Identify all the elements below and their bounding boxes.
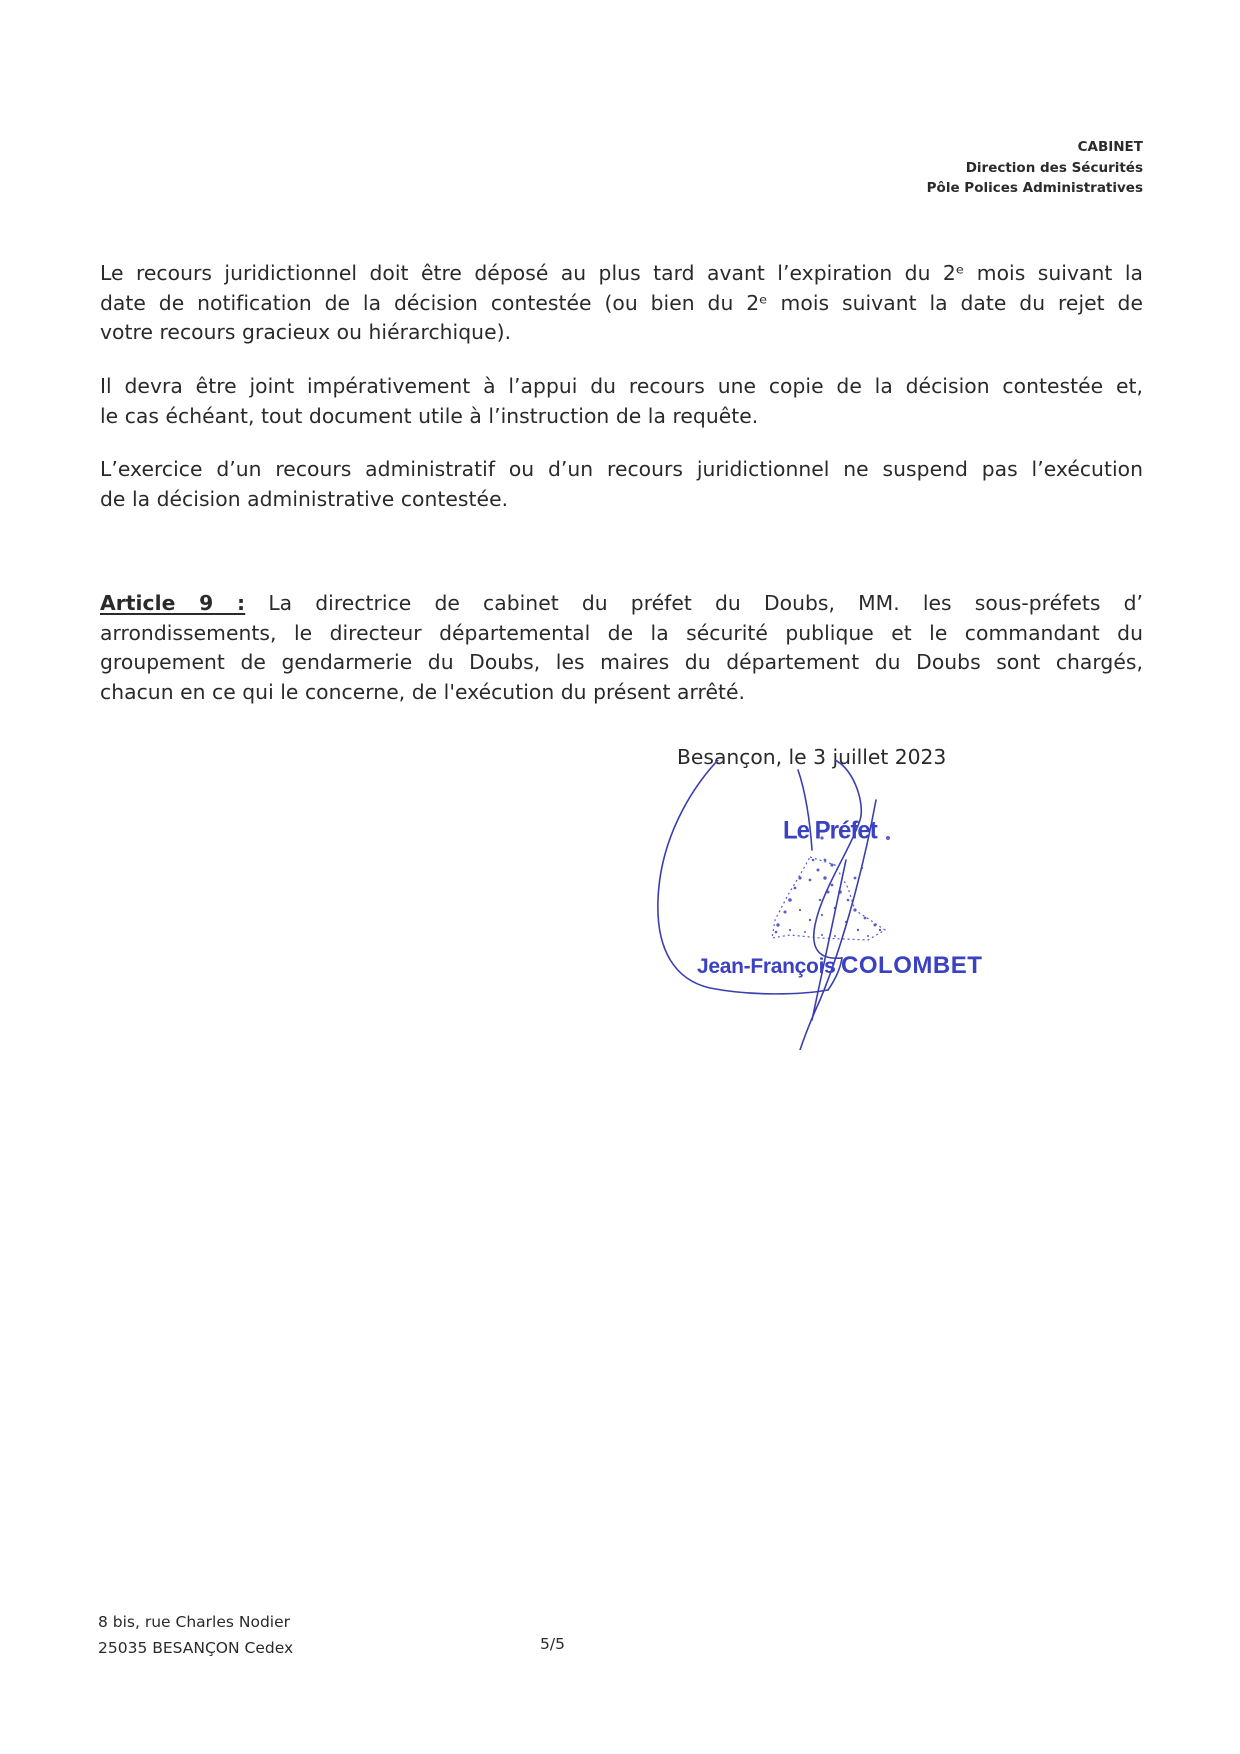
article-first-line-text: La directrice de cabinet du préfet du Doubs, MM. les sous-préfets d’: [245, 591, 1144, 615]
text-line: L’exercice d’un recours administratif ou d’un recours juridictionnel ne suspend pas l’exécution: [100, 457, 1143, 481]
signature-stamp-graphic: [650, 760, 990, 1050]
text-line: date de notification de la décision contestée (ou bien du 2ᵉ mois suivant la date du rejet de: [100, 290, 1143, 315]
paragraph-non-suspensif: [100, 455, 1143, 514]
stamp-emblem-icon: [772, 836, 890, 940]
header-pole: Pôle Polices Administratives: [926, 180, 1143, 196]
article-first-line: [100, 589, 1143, 619]
department-header: [927, 137, 1143, 199]
paragraph-recours-delai: [100, 259, 1143, 348]
signer-first-name: Jean-François: [697, 955, 836, 978]
footer-address-street: 8 bis, rue Charles Nodier: [98, 1613, 291, 1631]
text-line: Le recours juridictionnel doit être déposé au plus tard avant l’expiration du 2ᵉ mois suivant la: [100, 261, 1143, 285]
text-line: groupement de gendarmerie du Doubs, les maires du département du Doubs sont chargés,: [100, 650, 1143, 674]
header-direction: Direction des Sécurités: [965, 159, 1143, 176]
page-number: 5/5: [540, 1635, 565, 1653]
signer-name: [697, 952, 982, 980]
footer-address: [98, 1609, 293, 1661]
footer-address-city: 25035 BESANÇON Cedex: [98, 1639, 294, 1657]
text-line: de la décision administrative contestée.: [100, 486, 509, 511]
paragraph-pieces-jointes: [100, 372, 1143, 431]
article-label: Article 9 :: [100, 591, 246, 615]
text-line: le cas échéant, tout document utile à l’instruction de la requête.: [100, 403, 759, 428]
text-line: Il devra être joint impérativement à l’appui du recours une copie de la décision contestée et,: [100, 374, 1143, 398]
header-cabinet: CABINET: [1077, 139, 1143, 155]
handwritten-signature-icon: [658, 760, 876, 1050]
text-line: votre recours gracieux ou hiérarchique).: [100, 320, 512, 344]
text-line: arrondissements, le directeur départemental de la sécurité publique et le commandant du: [100, 620, 1143, 645]
stamp-title: Le Préfet: [783, 816, 877, 845]
place-and-date: Besançon, le 3 juillet 2023: [677, 745, 947, 769]
text-line: chacun en ce qui le concerne, de l'exécution du présent arrêté.: [100, 679, 746, 704]
article-9: [100, 589, 1143, 707]
signer-last-name: COLOMBET: [841, 952, 983, 979]
